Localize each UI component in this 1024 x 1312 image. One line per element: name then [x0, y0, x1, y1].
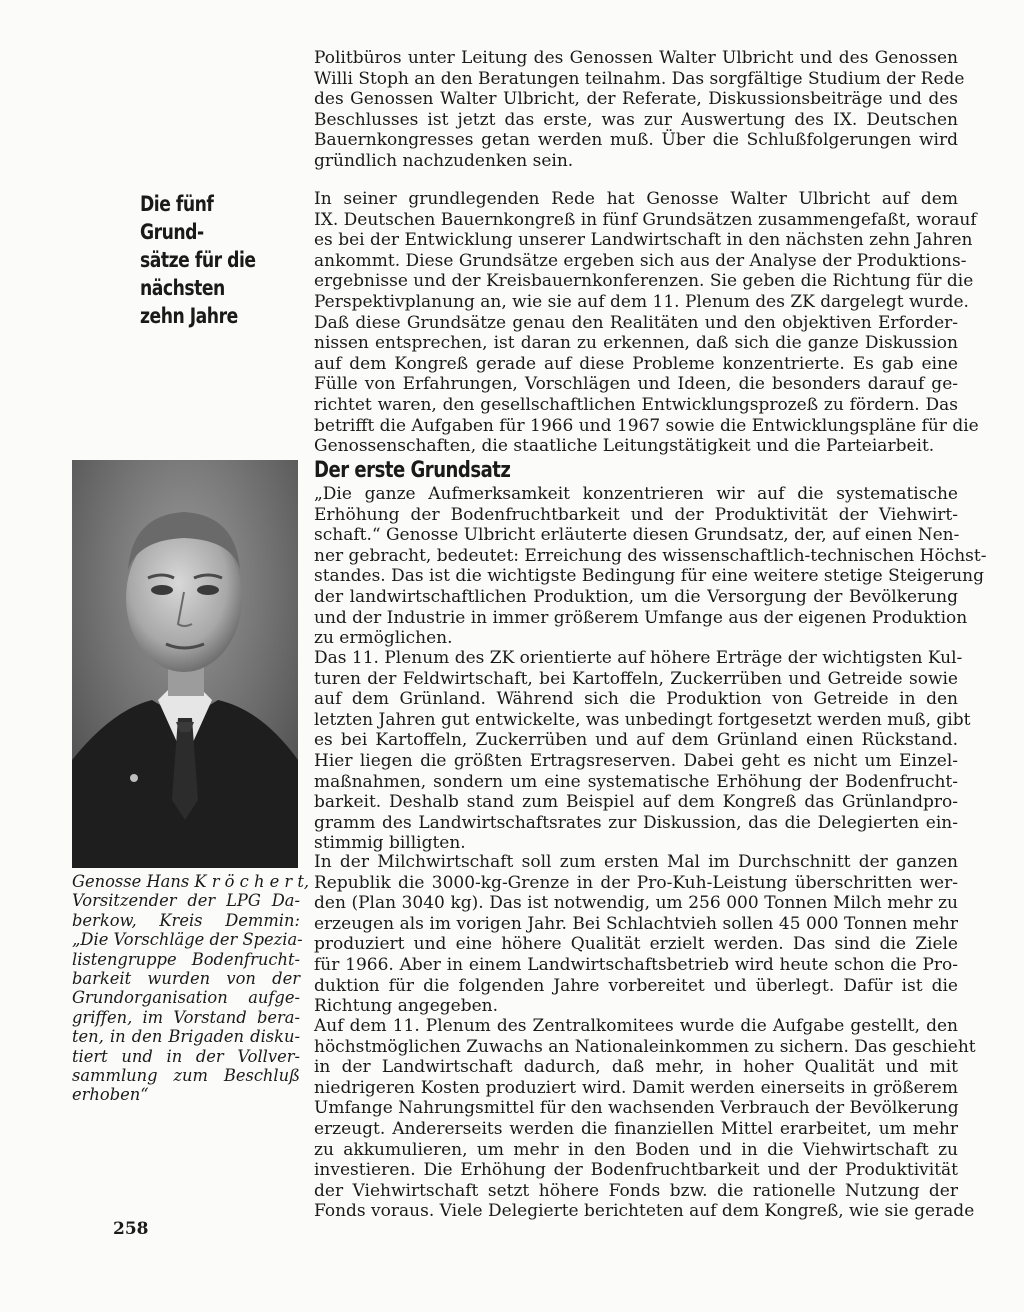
text-line: der landwirtschaftlichen Produktion, um die Versorgung der Bevölkerung	[314, 586, 958, 607]
text-line: Fonds voraus. Viele Delegierte berichteten auf dem Kongreß, wie sie gerade	[314, 1201, 975, 1222]
paragraph-1	[314, 484, 987, 649]
text-line: Auf dem 11. Plenum des Zentralkomitees wurde die Aufgabe gestellt, den	[314, 1016, 958, 1036]
text-line: Willi Stoph an den Beratungen teilnahm. Das sorgfältige Studium der Rede	[314, 68, 965, 89]
text-line: der Viehwirtschaft setzt höhere Fonds bzw. die rationelle Nutzung der	[314, 1180, 958, 1201]
text-line: Fülle von Erfahrungen, Vorschlägen und Ideen, die besonders darauf ge-	[314, 374, 958, 395]
text-line: stimmig billigten.	[314, 833, 466, 854]
text-line: niedrigeren Kosten produziert wird. Damit werden einerseits in größerem	[314, 1077, 958, 1098]
text-line: in der Landwirtschaft dadurch, daß mehr, in hoher Qualität und mit	[314, 1057, 958, 1078]
text-line: den (Plan 3040 kg). Das ist notwendig, um 256 000 Tonnen Milch mehr zu	[314, 893, 958, 914]
text-line: erhoben“	[72, 1085, 149, 1105]
text-line: erzeugt. Andererseits werden die finanziellen Mittel erarbeitet, um mehr	[314, 1118, 958, 1139]
text-line: richtet waren, den gesellschaftlichen Entwicklungsprozeß zu fördern. Das	[314, 394, 958, 415]
text-line: tiert und in der Vollver-	[72, 1046, 300, 1066]
text-line: Daß diese Grundsätze genau den Realitäten und den objektiven Erforder-	[314, 312, 958, 333]
text-line: ergebnisse und der Kreisbauernkonferenzen. Sie geben die Richtung für die	[314, 271, 974, 292]
text-line: griffen, im Vorstand bera-	[72, 1007, 300, 1027]
text-line: produziert und eine höhere Qualität erzielt werden. Das sind die Ziele	[314, 934, 958, 955]
text-line: zu ermöglichen.	[314, 628, 453, 649]
text-line: listengruppe Bodenfrucht-	[72, 949, 300, 969]
side-heading: Die fünf Grund- sätze für die nächsten zehn Jahre	[140, 192, 256, 328]
text-line: es bei der Entwicklung unserer Landwirtschaft in den nächsten zehn Jahren	[314, 230, 973, 251]
text-line: gramm des Landwirtschaftsrates zur Diskussion, das die Delegierten ein-	[314, 812, 958, 833]
text-line: In der Milchwirtschaft soll zum ersten Mal im Durchschnitt der ganzen	[314, 852, 958, 872]
text-line: für 1966. Aber in einem Landwirtschaftsbetrieb wird heute schon die Pro-	[314, 954, 958, 975]
page-number: 258	[113, 1219, 149, 1239]
text-line: „Die Vorschläge der Spezia-	[72, 930, 303, 950]
paragraph-3	[314, 852, 958, 1017]
text-line: „Die ganze Aufmerksamkeit konzentrieren wir auf die systematische	[314, 484, 958, 504]
text-line: letzten Jahren gut entwickelte, was unbedingt fortgesetzt werden muß, gibt	[314, 709, 971, 730]
text-line: und der Industrie in immer größerem Umfange aus der eigenen Produktion	[314, 607, 968, 628]
section-heading: Der erste Grundsatz	[314, 458, 511, 483]
text-line: IX. Deutschen Bauernkongreß in fünf Grundsätzen zusammengefaßt, worauf	[314, 209, 977, 230]
text-line: betrifft die Aufgaben für 1966 und 1967 sowie die Entwicklungspläne für die	[314, 415, 979, 436]
paragraph-4	[314, 1016, 976, 1222]
text-line: turen der Feldwirtschaft, bei Kartoffeln, Zuckerrüben und Getreide sowie	[314, 668, 958, 689]
text-line: sammlung zum Beschluß	[72, 1066, 300, 1086]
text-line: auf dem Grünland. Während sich die Produktion von Getreide in den	[314, 689, 958, 710]
text-line: ten, in den Brigaden disku-	[72, 1027, 300, 1047]
text-line: gründlich nachzudenken sein.	[314, 150, 574, 171]
text-line: Politbüros unter Leitung des Genossen Walter Ulbricht und des Genossen	[314, 48, 958, 68]
text-line: nissen entsprechen, ist daran zu erkennen, daß sich die ganze Diskussion	[314, 333, 958, 354]
principles-paragraph	[314, 189, 979, 457]
text-line: auf dem Kongreß gerade auf diese Probleme konzentrierte. Es gab eine	[314, 353, 958, 374]
text-line: erzeugen als im vorigen Jahr. Bei Schlachtvieh sollen 45 000 Tonnen mehr	[314, 913, 958, 934]
text-line: des Genossen Walter Ulbricht, der Referate, Diskussionsbeiträge und des	[314, 89, 958, 110]
photo-caption	[72, 872, 310, 1105]
text-line: Erhöhung der Bodenfruchtbarkeit und der Produktivität der Viehwirt-	[314, 504, 958, 525]
text-line: In seiner grundlegenden Rede hat Genosse Walter Ulbricht auf dem	[314, 189, 958, 209]
text-line: ankommt. Diese Grundsätze ergeben sich aus der Analyse der Produktions-	[314, 250, 967, 271]
text-line: Umfange Nahrungsmittel für den wachsenden Verbrauch der Bevölkerung	[314, 1098, 959, 1119]
text-line: barkeit. Deshalb stand zum Beispiel auf dem Kongreß das Grünlandpro-	[314, 792, 958, 813]
text-line: investieren. Die Erhöhung der Bodenfruchtbarkeit und der Produktivität	[314, 1160, 958, 1181]
text-line: duktion für die folgenden Jahre vorbereitet und überlegt. Dafür ist die	[314, 975, 958, 996]
text-line: Richtung angegeben.	[314, 996, 498, 1017]
text-line: Vorsitzender der LPG Da-	[72, 891, 300, 911]
paragraph-2	[314, 648, 971, 854]
text-line: Perspektivplanung an, wie sie auf dem 11. Plenum des ZK dargelegt wurde.	[314, 291, 969, 312]
text-line: ner gebracht, bedeutet: Erreichung des wissenschaftlich-technischen Höchst-	[314, 545, 987, 566]
text-line: es bei Kartoffeln, Zuckerrüben und auf dem Grünland einen Rückstand.	[314, 730, 958, 751]
text-line: Bauernkongresses getan werden muß. Über die Schlußfolgerungen wird	[314, 130, 958, 151]
text-line: Das 11. Plenum des ZK orientierte auf höhere Erträge der wichtigsten Kul-	[314, 648, 963, 668]
text-line: maßnahmen, sondern um eine systematische Erhöhung der Bodenfrucht-	[314, 771, 958, 792]
text-line: Genosse Hans K r ö c h e r t,	[72, 872, 310, 891]
text-line: Beschlusses ist jetzt das erste, was zur Auswertung des IX. Deutschen	[314, 109, 958, 130]
text-line: barkeit wurden von der	[72, 969, 300, 989]
text-line: berkow, Kreis Demmin:	[72, 910, 300, 930]
text-line: Genossenschaften, die staatliche Leitungstätigkeit und die Parteiarbeit.	[314, 436, 935, 457]
intro-paragraph	[314, 48, 965, 172]
text-line: Grundorganisation aufge-	[72, 988, 300, 1008]
text-line: schaft.“ Genosse Ulbricht erläuterte diesen Grundsatz, der, auf einen Nen-	[314, 525, 960, 546]
text-line: zu akkumulieren, um mehr in den Boden und in die Viehwirtschaft zu	[314, 1139, 958, 1160]
text-line: Hier liegen die größten Ertragsreserven. Dabei geht es nicht um Einzel-	[314, 750, 958, 771]
portrait-photo	[72, 460, 298, 868]
text-line: höchstmöglichen Zuwachs an Nationaleinkommen zu sichern. Das geschieht	[314, 1036, 976, 1057]
text-line: standes. Das ist die wichtigste Bedingung für eine weitere stetige Steigerung	[314, 566, 984, 587]
text-line: Republik die 3000-kg-Grenze in der Pro-Kuh-Leistung überschritten wer-	[314, 872, 958, 893]
